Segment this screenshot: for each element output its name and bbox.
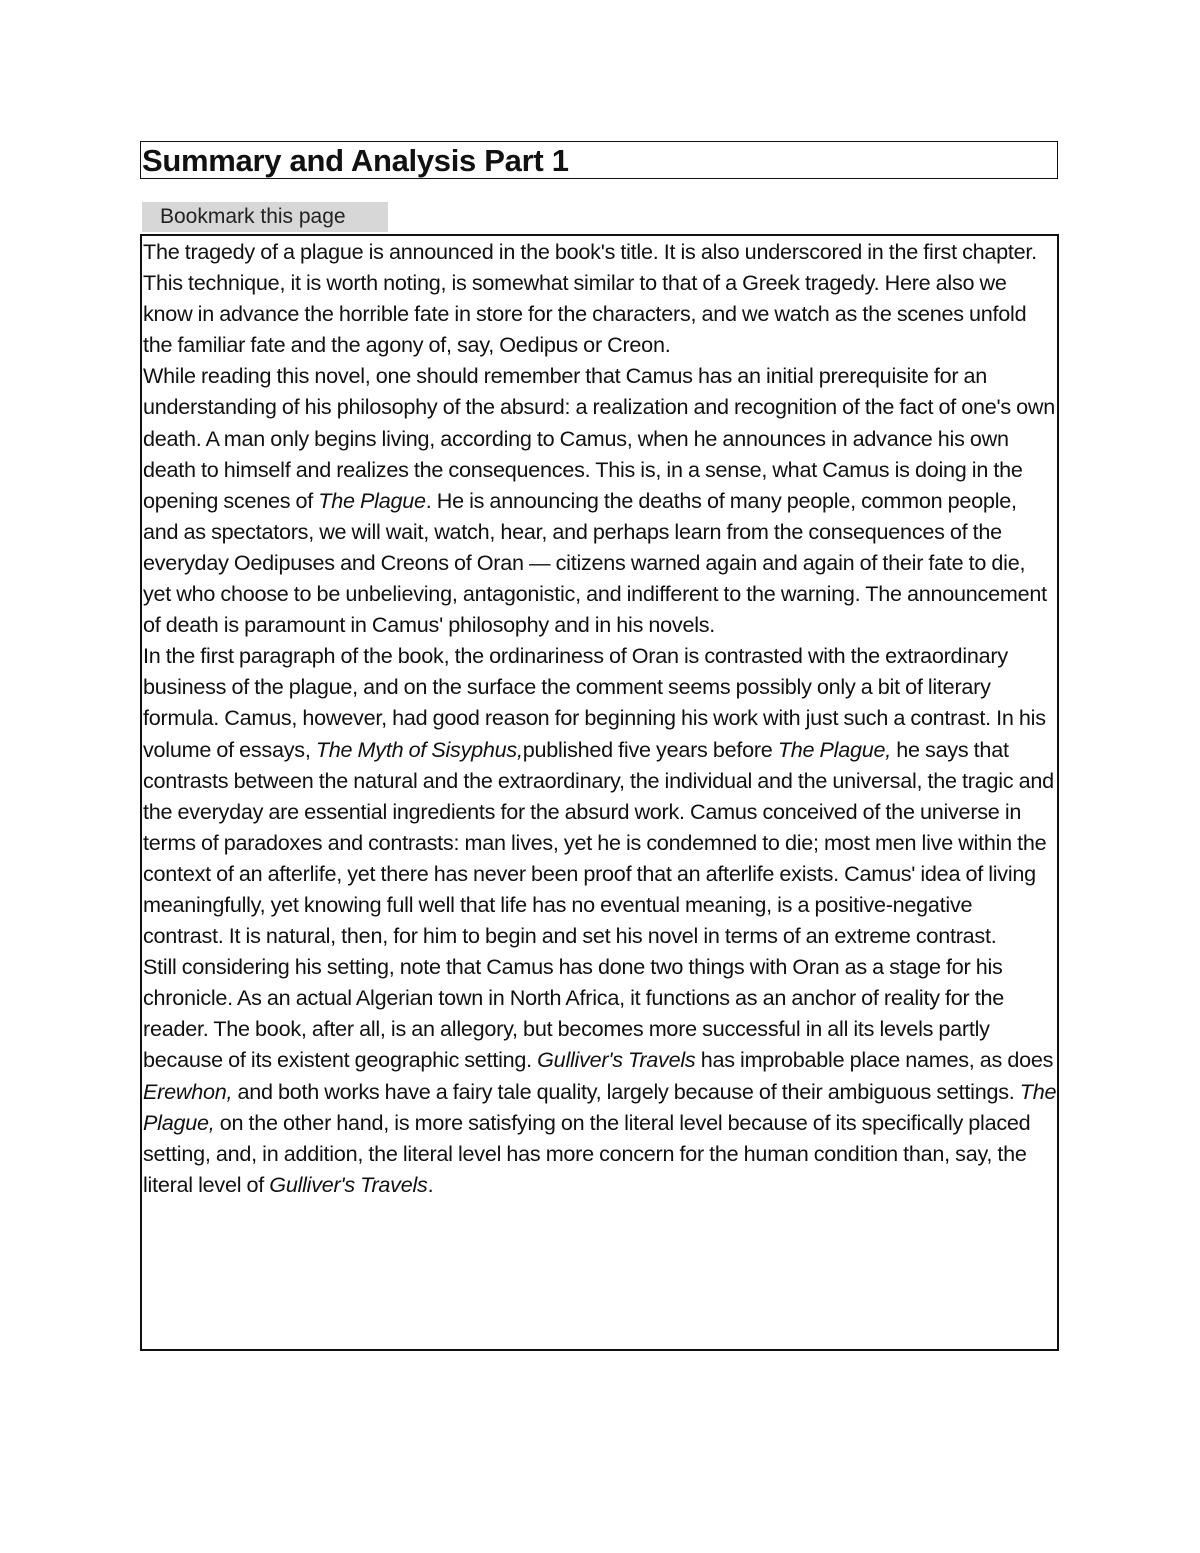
paragraph-4-text-b: has improbable place names, as does bbox=[695, 1047, 1054, 1073]
book-title-the-plague: The Plague, bbox=[777, 736, 892, 762]
page-title: Summary and Analysis Part 1 bbox=[142, 143, 569, 178]
paragraph-2-text-a: While reading this novel, one should remember that Camus has an initial prerequisite for an understanding of his philosophy of the absurd: a realization and recognition of the fact of one's own death. A man only begins living, according to Camus, when he announces in advance his own death to himself and realizes the consequences. This is, in a sense, what Camus is doing in the opening scenes of bbox=[143, 363, 1056, 513]
book-title-erewhon: Erewhon, bbox=[143, 1078, 233, 1104]
page-title-box bbox=[140, 141, 1058, 179]
paragraph-4-text-e: . bbox=[427, 1171, 434, 1197]
article-body bbox=[140, 234, 1059, 1351]
paragraph-1-text: The tragedy of a plague is announced in the book's title. It is also underscored in the first chapter. This technique, it is worth noting, is somewhat similar to that of a Greek tragedy. Here also we know in advance the horrible fate in store for the characters, and we watch as the scenes unfold the familiar fate and the agony of, say, Oedipus or Creon. bbox=[143, 239, 1037, 358]
book-title-the-plague: The Plague, bbox=[143, 1078, 1057, 1135]
paragraph-2 bbox=[143, 360, 1057, 640]
paragraph-4-text-d: on the other hand, is more satisfying on the literal level because of its specifically placed setting, and, in addition, the literal level has more concern for the human condition than, say, the literal level of bbox=[143, 1109, 1031, 1197]
book-title-gullivers-travels: Gulliver's Travels bbox=[269, 1171, 428, 1197]
paragraph-3-text-b: published five years before bbox=[522, 736, 778, 762]
bookmark-button[interactable]: Bookmark this page bbox=[142, 202, 388, 232]
paragraph-3-text-c: he says that contrasts between the natural and the extraordinary, the individual and the universal, the tragic and the everyday are essential ingredients for the absurd work. Camus conceived of the universe in terms of paradoxes and contrasts: man lives, yet he is condemned to die; most men live within the context of an afterlife, yet there has never been proof that an afterlife exists. Camus' idea of living meaningfully, yet knowing full well that life has no eventual meaning, is a positive-negative contrast. It is natural, then, for him to begin and set his novel in terms of an extreme contrast. bbox=[143, 736, 1054, 949]
paragraph-4 bbox=[143, 951, 1057, 1200]
paragraph-4-text-a: Still considering his setting, note that Camus has done two things with Oran as a stage for his chronicle. As an actual Algerian town in North Africa, it functions as an anchor of reality for the reader. The book, after all, is an allegory, but becomes more successful in all its levels partly because of its existent geographic setting. bbox=[143, 954, 1004, 1073]
paragraph-1 bbox=[143, 236, 1057, 360]
book-title-the-plague: The Plague bbox=[318, 487, 426, 513]
book-title-gullivers-travels: Gulliver's Travels bbox=[537, 1047, 696, 1073]
paragraph-3-text-a: In the first paragraph of the book, the ordinariness of Oran is contrasted with the extraordinary business of the plague, and on the surface the comment seems possibly only a bit of literary formula. Camus, however, had good reason for beginning his work with just such a contrast. In his volume of essays, bbox=[143, 643, 1046, 762]
paragraph-3 bbox=[143, 640, 1057, 951]
paragraph-2-text-b: . He is announcing the deaths of many people, common people, and as spectators, we will wait, watch, hear, and perhaps learn from the consequences of the everyday Oedipuses and Creons of Oran — citizens warned again and again of their fate to die, yet who choose to be unbelieving, antagonistic, and indifferent to the warning. The announcement of death is paramount in Camus' philosophy and in his novels. bbox=[143, 487, 1047, 638]
paragraph-4-text-c: and both works have a fairy tale quality, largely because of their ambiguous settings. bbox=[232, 1078, 1020, 1104]
book-title-myth-of-sisyphus: The Myth of Sisyphus, bbox=[315, 736, 523, 762]
